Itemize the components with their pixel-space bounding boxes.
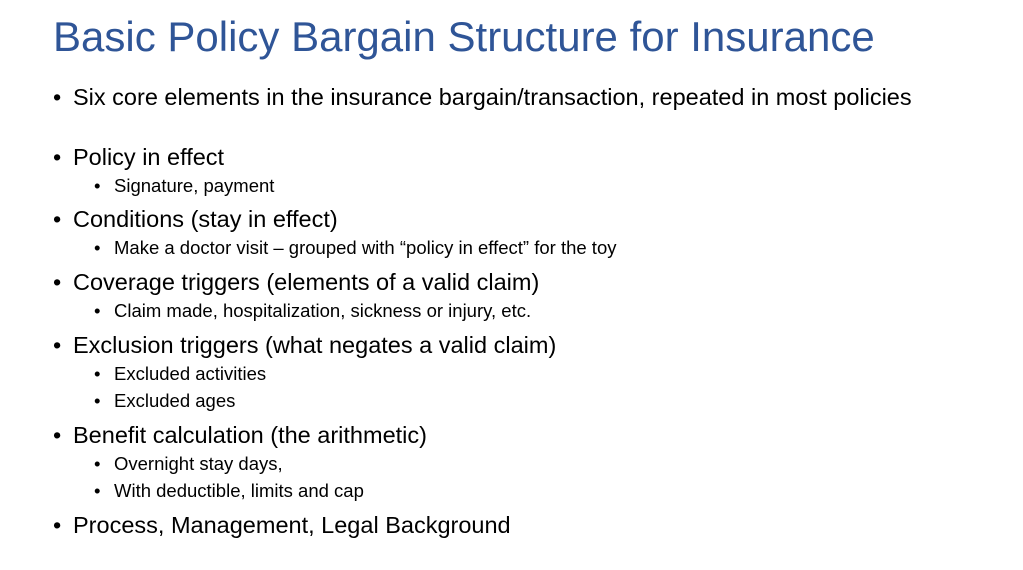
bullet-text: Exclusion triggers (what negates a valid claim) bbox=[73, 332, 557, 358]
sub-bullet-item bbox=[94, 453, 283, 475]
sub-bullet-item bbox=[94, 480, 364, 502]
bullet-icon: • bbox=[94, 237, 101, 258]
sub-bullet-text: Excluded ages bbox=[114, 390, 236, 411]
bullet-text: Policy in effect bbox=[73, 144, 225, 170]
bullet-item bbox=[53, 84, 953, 110]
bullet-item bbox=[53, 269, 540, 295]
bullet-item bbox=[53, 206, 338, 232]
sub-bullet-text: With deductible, limits and cap bbox=[114, 480, 364, 501]
sub-bullet-item bbox=[94, 300, 532, 322]
bullet-item bbox=[53, 512, 511, 538]
bullet-item bbox=[53, 332, 557, 358]
bullet-icon: • bbox=[94, 390, 101, 411]
bullet-text: Coverage triggers (elements of a valid claim) bbox=[73, 269, 540, 295]
bullet-text: Process, Management, Legal Background bbox=[73, 512, 511, 538]
sub-bullet-text: Signature, payment bbox=[114, 175, 275, 196]
bullet-icon: • bbox=[53, 269, 62, 295]
bullet-icon: • bbox=[53, 84, 62, 110]
slide-title: Basic Policy Bargain Structure for Insurance bbox=[53, 13, 875, 60]
bullet-icon: • bbox=[53, 144, 62, 170]
bullet-icon: • bbox=[94, 175, 101, 196]
bullet-text: Benefit calculation (the arithmetic) bbox=[73, 422, 427, 448]
bullet-text: Conditions (stay in effect) bbox=[73, 206, 338, 232]
sub-bullet-item bbox=[94, 390, 236, 412]
bullet-icon: • bbox=[53, 422, 62, 448]
sub-bullet-item bbox=[94, 237, 617, 259]
sub-bullet-text: Make a doctor visit – grouped with “policy in effect” for the toy bbox=[114, 237, 617, 258]
sub-bullet-item bbox=[94, 363, 267, 385]
bullet-icon: • bbox=[53, 206, 62, 232]
bullet-icon: • bbox=[94, 363, 101, 384]
bullet-item bbox=[53, 144, 225, 170]
bullet-icon: • bbox=[94, 300, 101, 321]
sub-bullet-text: Claim made, hospitalization, sickness or injury, etc. bbox=[114, 300, 532, 321]
sub-bullet-text: Excluded activities bbox=[114, 363, 267, 384]
bullet-text: Six core elements in the insurance bargain/transaction, repeated in most policies bbox=[73, 84, 912, 110]
bullet-item bbox=[53, 422, 427, 448]
bullet-icon: • bbox=[53, 332, 62, 358]
bullet-icon: • bbox=[94, 480, 101, 501]
sub-bullet-item bbox=[94, 175, 275, 197]
bullet-icon: • bbox=[94, 453, 101, 474]
bullet-icon: • bbox=[53, 512, 62, 538]
sub-bullet-text: Overnight stay days, bbox=[114, 453, 283, 474]
